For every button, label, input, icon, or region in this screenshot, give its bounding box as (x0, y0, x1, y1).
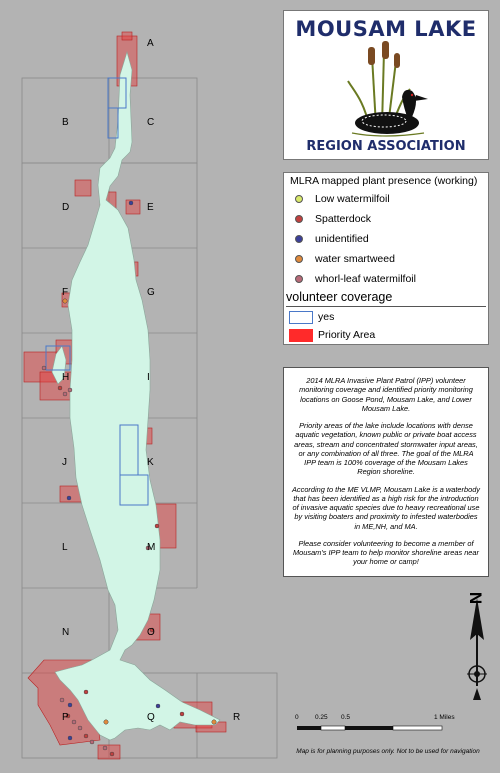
zone-label-k: K (147, 457, 154, 468)
legend-item-label: whorl-leaf watermilfoil (315, 273, 416, 285)
zone-label-b: B (62, 117, 69, 128)
info-paragraph: According to the ME VLMP, Mousam Lake is a waterbody that has been identified as a high risk for the introduction of invasive aquatic species due to heavy recreational use by visiting boaters and proximity to infested waterbodies in ME,NH, and MA. (292, 484, 481, 531)
zone-label-d: D (62, 202, 70, 213)
zone-label-e: E (147, 202, 154, 213)
north-label: N (466, 591, 486, 605)
legend-item-label: water smartweed (315, 253, 395, 265)
zone-label-q: Q (147, 712, 155, 723)
footnote: Map is for planning purposes only. Not to be used for navigation (296, 748, 480, 755)
map-legend (283, 172, 489, 345)
scale-bar (297, 726, 442, 730)
association-logo (283, 10, 489, 160)
zone-label-n: N (62, 627, 70, 638)
map-grid (22, 78, 277, 758)
info-panel (283, 367, 489, 577)
zone-label-m: M (147, 542, 156, 553)
legend-item-spatterdock (290, 211, 371, 227)
zone-label-c: C (147, 117, 155, 128)
dot-icon (295, 195, 303, 203)
dot-icon (295, 215, 303, 223)
priority-swatch (289, 329, 313, 342)
legend-item-label: unidentified (315, 233, 369, 245)
info-paragraph: 2014 MLRA Invasive Plant Patrol (IPP) volunteer monitoring coverage and identified priority monitoring locations on Goose Pond, Mousam Lake, and Lower Mousam Lake. (299, 376, 473, 413)
lake-water (55, 52, 220, 740)
legend-item-low-watermilfoil (290, 191, 390, 207)
zone-label-g: G (147, 287, 155, 298)
logo-subtitle: REGION ASSOCIATION (306, 139, 466, 154)
zone-label-l: L (62, 542, 68, 553)
zone-label-f: F (62, 287, 69, 298)
coverage-yes-label: yes (318, 311, 335, 323)
coverage-heading: volunteer coverage (286, 290, 393, 304)
zone-label-i: I (147, 372, 150, 383)
zone-label-h: H (62, 372, 70, 383)
scale-tick-0: 0 (295, 714, 299, 721)
legend-item-unidentified (290, 231, 369, 247)
dot-icon (295, 255, 303, 263)
north-arrow (467, 598, 487, 700)
priority-label: Priority Area (318, 329, 376, 341)
coverage-swatch (289, 311, 313, 324)
info-paragraph: Please consider volunteering to become a member of Mousam's IPP team to help monitor shoreline areas near your home or camp! (293, 538, 479, 567)
legend-item-water-smartweed (290, 251, 395, 267)
dot-icon (295, 275, 303, 283)
legend-item-whorl-leaf-watermilfoil (290, 271, 416, 287)
zone-label-r: R (233, 712, 241, 723)
info-paragraph: Priority areas of the lake include locations with dense aquatic vegetation, known public or private boat access areas, stream and concentrated stormwater input areas, or any combination of all three. The goal of the MLRA IPP team is 100% coverage of the Mousam Lakes Region shoreline. (294, 421, 478, 477)
dot-icon (295, 235, 303, 243)
legend-title: MLRA mapped plant presence (working) (290, 175, 478, 187)
zone-label-j: J (62, 457, 67, 468)
zone-label-p: P (62, 712, 69, 723)
scale-tick-3: 1 Miles (434, 714, 455, 721)
scale-tick-1: 0.25 (315, 714, 328, 721)
scale-tick-2: 0.5 (341, 714, 351, 721)
legend-item-label: Low watermilfoil (315, 193, 390, 205)
legend-item-label: Spatterdock (315, 213, 372, 225)
divider (286, 306, 486, 307)
logo-title: MOUSAM LAKE (295, 17, 477, 41)
zone-label-o: O (147, 627, 155, 638)
zone-label-a: A (147, 38, 154, 49)
